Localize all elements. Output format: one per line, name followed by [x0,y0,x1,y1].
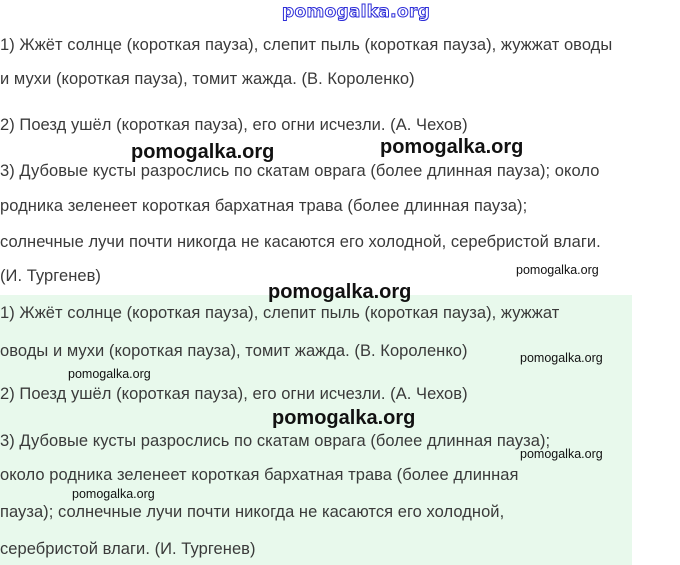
answer-line: серебристой влаги. (И. Тургенев) [0,540,256,558]
watermark: pomogalka.org [380,136,524,158]
question-line: (И. Тургенев) [0,267,101,285]
question-line: 3) Дубовые кусты разрослись по скатам оврага (более длинная пауза); около [0,162,600,180]
question-line: родника зеленеет короткая бархатная трава (более длинная пауза); [0,197,528,215]
question-line: 2) Поезд ушёл (короткая пауза), его огни исчезли. (А. Чехов) [0,116,468,134]
watermark: pomogalka.org [68,367,151,381]
watermark: pomogalka.org [520,447,603,461]
watermark: pomogalka.org [72,487,155,501]
answer-line: 3) Дубовые кусты разрослись по скатам оврага (более длинная пауза); [0,432,551,450]
question-line: и мухи (короткая пауза), томит жажда. (В. Короленко) [0,70,415,88]
answer-line: 1) Жжёт солнце (короткая пауза), слепит пыль (короткая пауза), жужжат [0,304,560,322]
watermark: pomogalka.org [516,263,599,277]
question-line: 1) Жжёт солнце (короткая пауза), слепит пыль (короткая пауза), жужжат оводы [0,36,613,54]
answer-line: 2) Поезд ушёл (короткая пауза), его огни исчезли. (А. Чехов) [0,385,468,403]
answer-line: около родника зеленеет короткая бархатная трава (более длинная [0,466,519,484]
watermark-top: pomogalka.org [282,2,431,22]
question-line: солнечные лучи почти никогда не касаются его холодной, серебристой влаги. [0,233,601,251]
watermark: pomogalka.org [272,407,416,429]
watermark: pomogalka.org [131,141,275,163]
watermark: pomogalka.org [268,281,412,303]
answer-background [0,295,632,565]
answer-line: пауза); солнечные лучи почти никогда не касаются его холодной, [0,503,505,521]
answer-line: оводы и мухи (короткая пауза), томит жажда. (В. Короленко) [0,342,468,360]
watermark: pomogalka.org [520,351,603,365]
